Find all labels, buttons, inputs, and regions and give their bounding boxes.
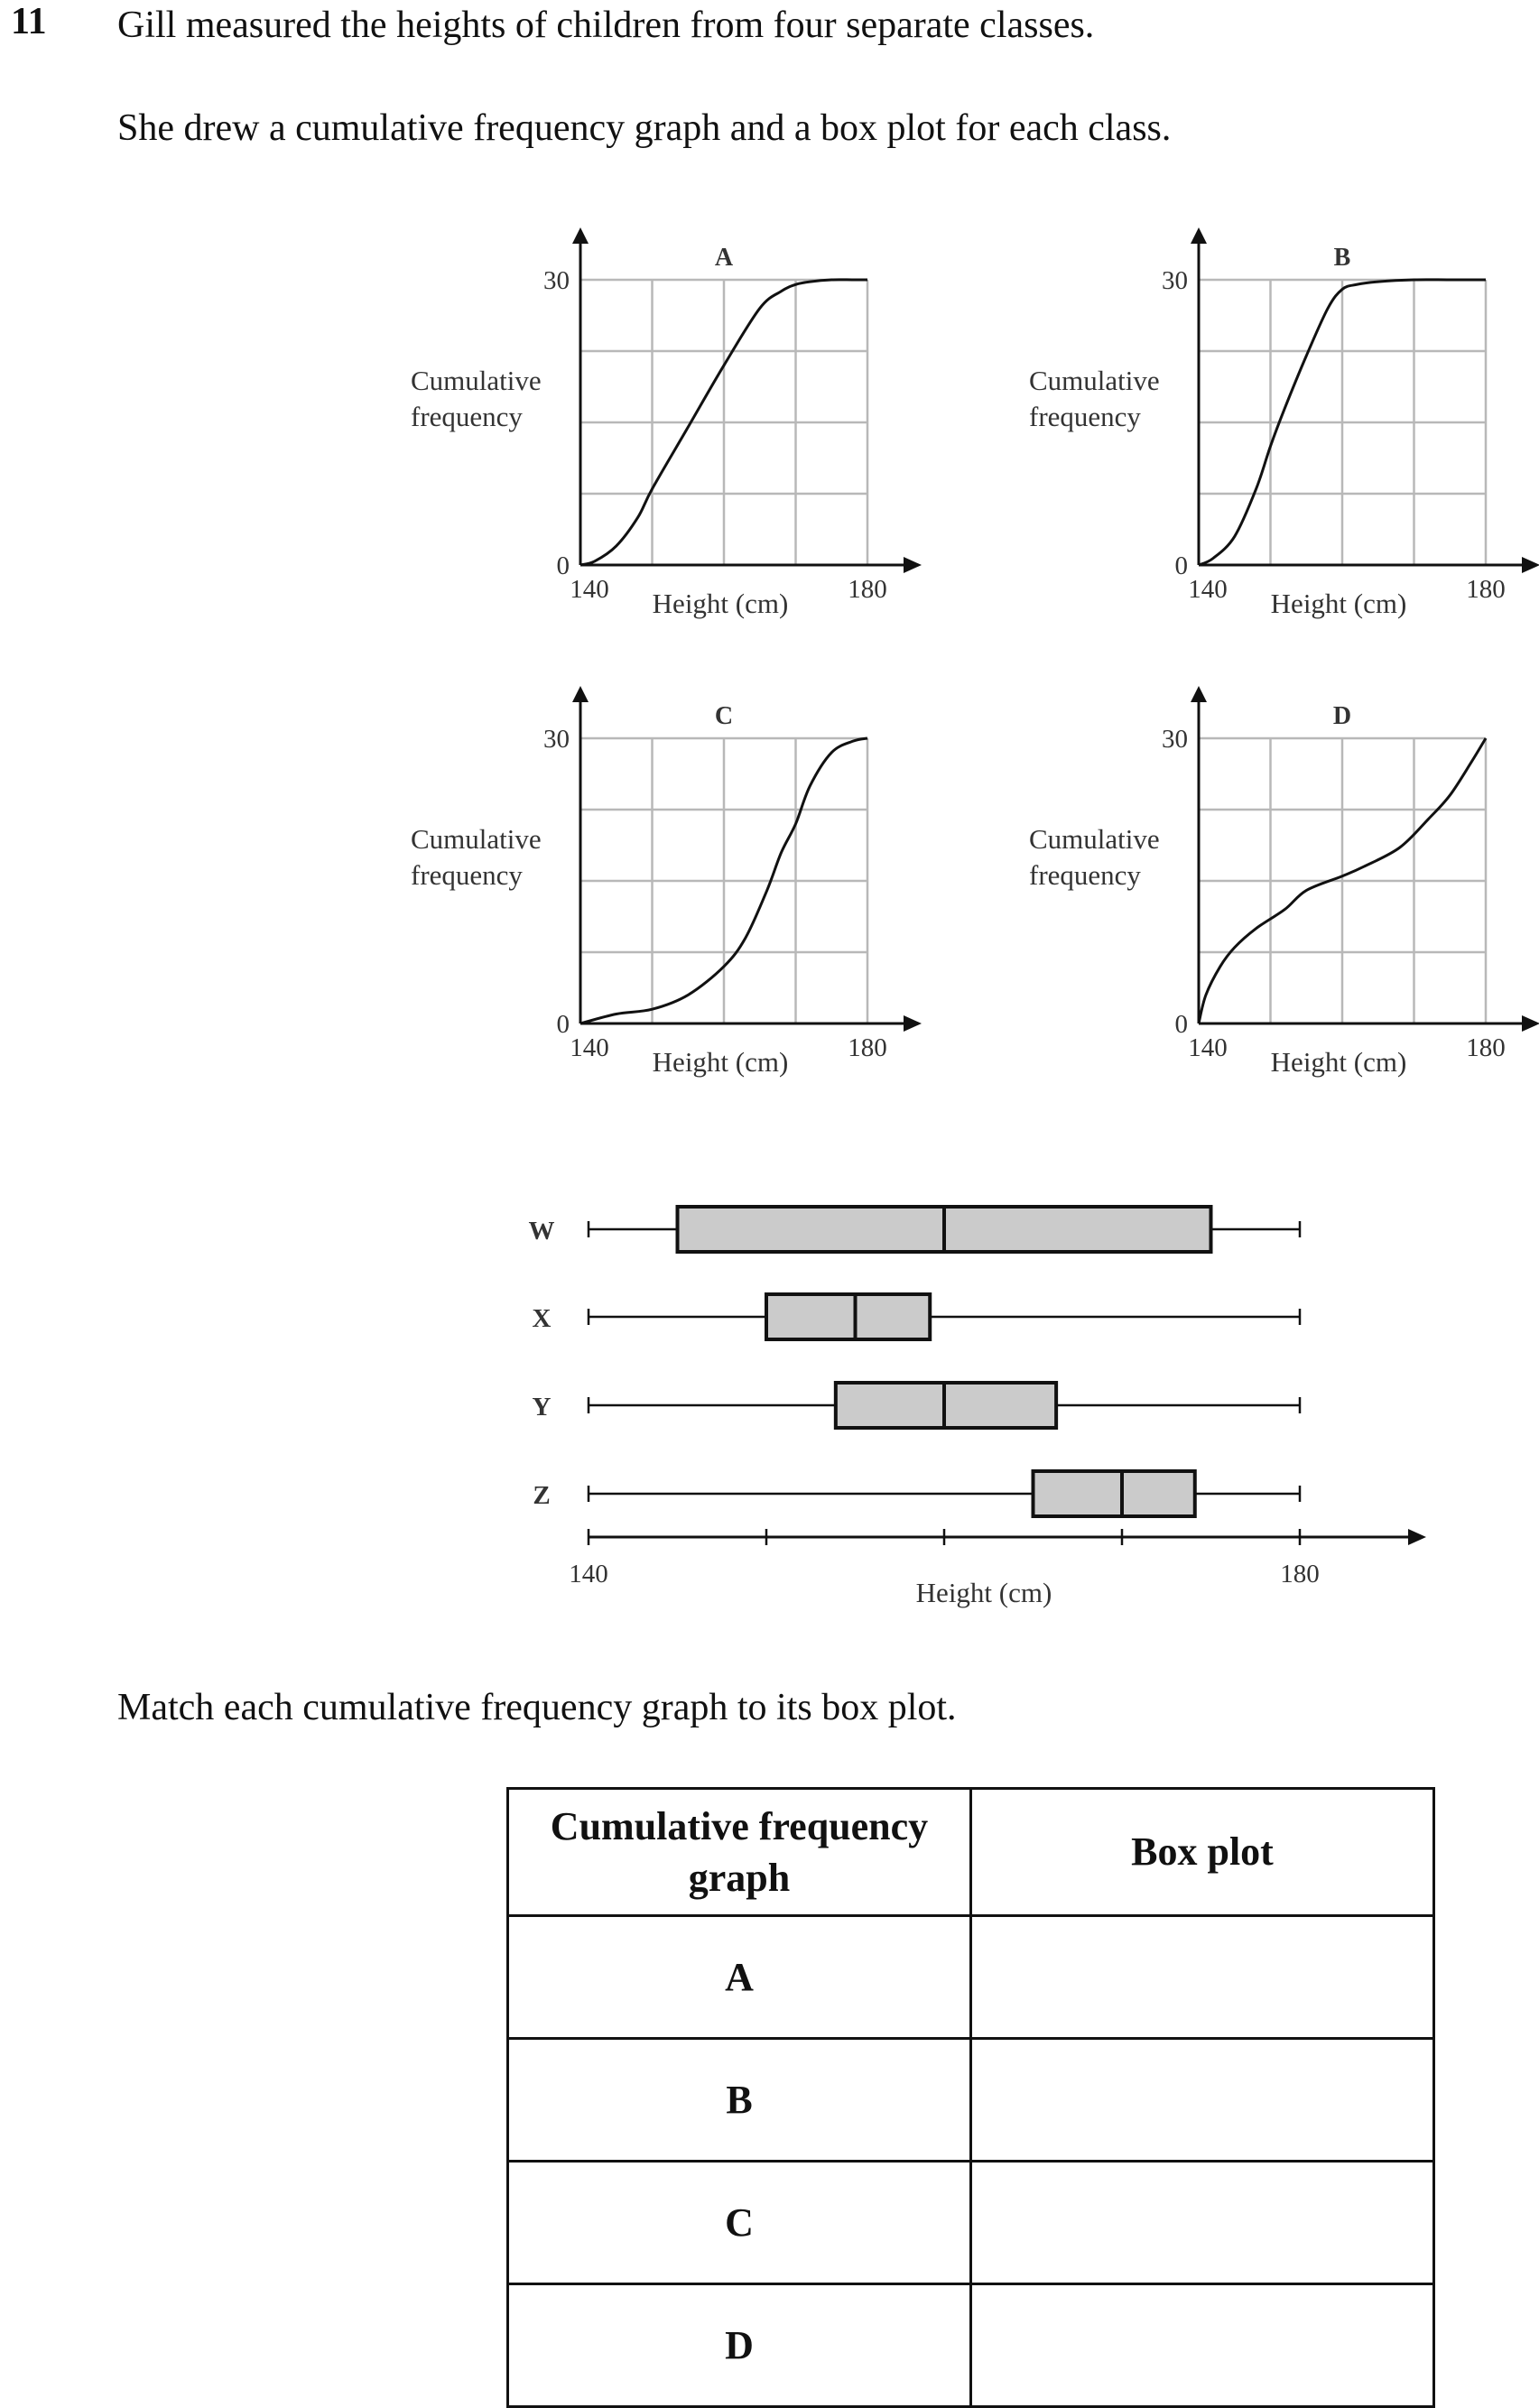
box-plot-label: Z [533, 1481, 551, 1510]
table-row [508, 2284, 1434, 2407]
y-axis-label: Cumulative [1029, 823, 1160, 855]
y-axis-label: Cumulative [1029, 365, 1160, 396]
x-tick-label: 180 [1280, 1560, 1320, 1588]
row-graph-label: C [508, 2162, 971, 2284]
question-number: 11 [11, 1, 47, 42]
x-tick-label: 140 [570, 1033, 609, 1062]
y-tick-label: 30 [1162, 266, 1188, 295]
x-tick-label: 180 [848, 575, 887, 604]
x-tick-label: 140 [569, 1560, 608, 1588]
y-tick-label: 0 [556, 1010, 570, 1039]
row-graph-label: A [508, 1916, 971, 2039]
graph-title: D [1332, 702, 1352, 730]
x-axis-label: Height (cm) [652, 1046, 789, 1078]
y-tick-label: 30 [1162, 725, 1188, 754]
box [1034, 1471, 1195, 1516]
x-axis-arrow [1408, 1529, 1426, 1545]
box-plot-label: X [532, 1304, 552, 1333]
y-axis-label: frequency [1029, 401, 1141, 432]
box-plot-w [529, 1207, 1301, 1252]
header-cumulative-frequency-graph: Cumulative frequency graph [508, 1789, 971, 1916]
x-axis-label: Height (cm) [915, 1577, 1052, 1608]
y-axis-label: frequency [1029, 859, 1141, 891]
table-row [508, 1916, 1434, 2039]
x-tick-label: 180 [848, 1033, 887, 1062]
x-tick-label: 140 [570, 575, 609, 604]
graph-title: B [1333, 244, 1351, 272]
x-tick-label: 140 [1188, 575, 1228, 604]
y-axis-label: frequency [411, 401, 523, 432]
answer-cell[interactable] [971, 1916, 1434, 2039]
x-axis-label: Height (cm) [1270, 1046, 1407, 1078]
x-tick-label: 180 [1466, 1033, 1506, 1062]
x-axis-label: Height (cm) [1270, 588, 1407, 619]
y-tick-label: 30 [543, 266, 570, 295]
box-plot-y [533, 1383, 1300, 1428]
y-tick-label: 30 [543, 725, 570, 754]
header-box-plot: Box plot [971, 1789, 1434, 1916]
x-tick-label: 140 [1188, 1033, 1228, 1062]
instruction-text: Match each cumulative frequency graph to its box plot. [117, 1687, 957, 1728]
box-plot-axis [569, 1529, 1426, 1608]
y-tick-label: 0 [556, 551, 570, 580]
matching-table [506, 1787, 1435, 2408]
table-row [508, 2162, 1434, 2284]
graph-title: A [714, 244, 734, 272]
box-plot-label: W [528, 1217, 555, 1246]
box-plot-x [533, 1294, 1300, 1339]
question-text-line1: Gill measured the heights of children from four separate classes. [117, 5, 1095, 46]
y-axis-label: Cumulative [411, 823, 542, 855]
x-tick-label: 180 [1466, 575, 1506, 604]
graph-title: C [714, 702, 734, 730]
question-text-line2: She drew a cumulative frequency graph and a box plot for each class. [117, 107, 1172, 149]
box-plot-z [533, 1471, 1300, 1516]
y-tick-label: 0 [1174, 551, 1188, 580]
row-graph-label: B [508, 2039, 971, 2162]
x-axis-label: Height (cm) [652, 588, 789, 619]
table-header-row [508, 1789, 1434, 1916]
y-axis-label: frequency [411, 859, 523, 891]
box [766, 1294, 930, 1339]
y-tick-label: 0 [1174, 1010, 1188, 1039]
answer-cell[interactable] [971, 2284, 1434, 2407]
answer-cell[interactable] [971, 2039, 1434, 2162]
answer-cell[interactable] [971, 2162, 1434, 2284]
table-row [508, 2039, 1434, 2162]
box-plot-label: Y [532, 1393, 552, 1422]
y-axis-label: Cumulative [411, 365, 542, 396]
row-graph-label: D [508, 2284, 971, 2407]
